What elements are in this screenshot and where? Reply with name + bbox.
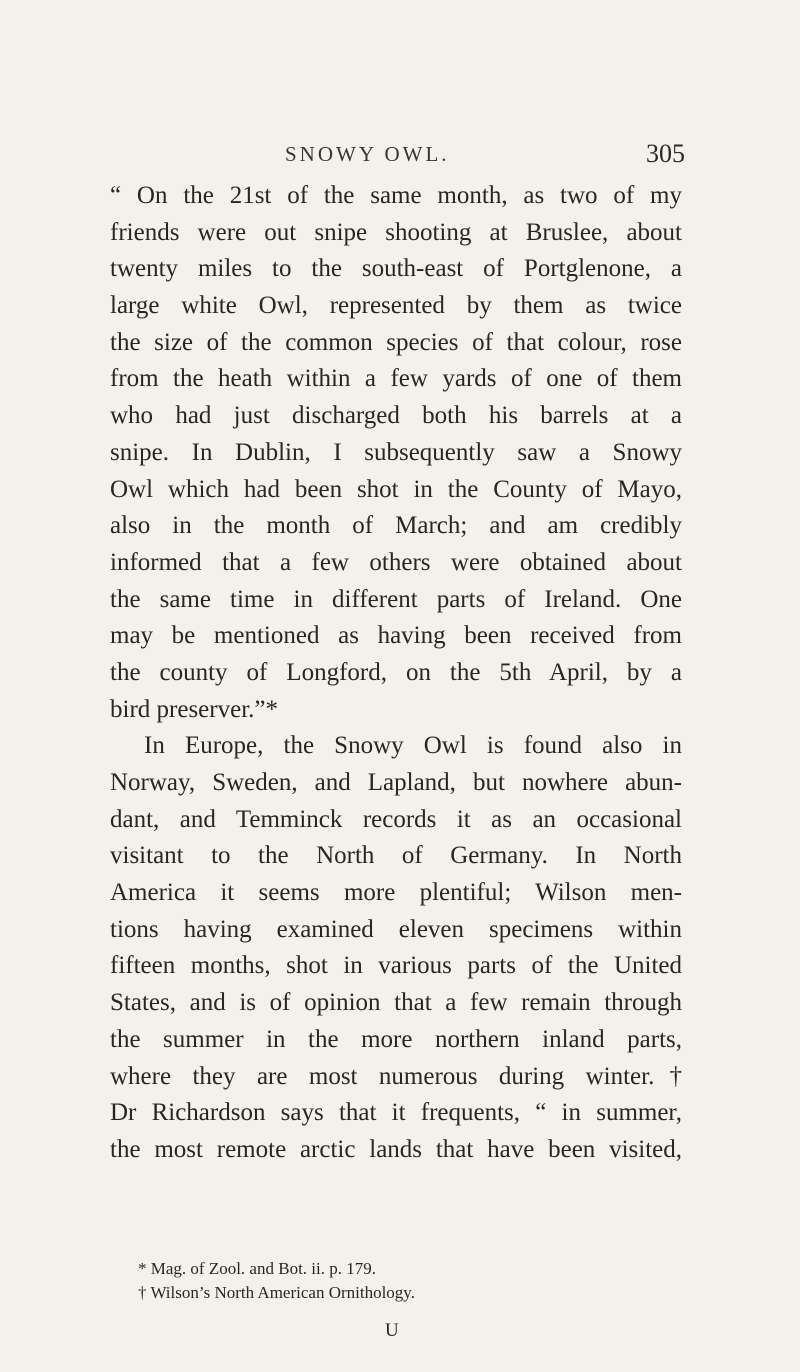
text-line: the summer in the more northern inland parts, [110,1025,682,1053]
text-line: dant, and Temminck records it as an occasional [110,805,682,833]
text-line: also in the month of March; and am credibly [110,512,682,540]
text-line: tions having examined eleven specimens within [110,915,682,943]
text-line: may be mentioned as having been received from [110,622,682,650]
text-line: the size of the common species of that colour, rose [110,328,682,356]
text-line: America it seems more plentiful; Wilson men- [110,879,682,907]
text-line: the same time in different parts of Ireland. One [110,585,682,613]
text-line: twenty miles to the south-east of Portglenone, a [110,255,682,283]
text-line: Dr Richardson says that it frequents, “ in summer, [110,1099,682,1127]
body-text [110,178,682,1169]
text-line: “ On the 21st of the same month, as two of my [110,182,682,209]
text-line: Owl which had been shot in the County of Mayo, [110,475,682,503]
footnotes [110,1257,682,1305]
text-line: the most remote arctic lands that have been visited, [110,1135,682,1163]
text-line: visitant to the North of Germany. In North [110,842,682,870]
text-line: States, and is of opinion that a few remain through [110,989,682,1017]
text-line: fifteen months, shot in various parts of the United [110,952,682,980]
text-line: In Europe, the Snowy Owl is found also in [144,732,682,760]
running-title: SNOWY OWL. [285,142,450,166]
signature-mark: U [385,1320,399,1341]
text-line: Norway, Sweden, and Lapland, but nowhere abun- [110,769,682,796]
footnote: † Wilson’s North American Ornithology. [138,1283,415,1302]
text-line: the county of Longford, on the 5th April, by a [110,658,682,686]
text-line: where they are most numerous during winter.† [110,1062,682,1090]
footnote: * Mag. of Zool. and Bot. ii. p. 179. [138,1259,376,1278]
running-head [115,136,685,172]
text-line: who had just discharged both his barrels at a [110,402,682,430]
text-line: large white Owl, represented by them as twice [110,292,682,320]
text-line: bird preserver.”* [110,695,278,723]
page-number: 305 [646,139,685,168]
text-line: informed that a few others were obtained about [110,548,682,576]
text-line: from the heath within a few yards of one of them [110,365,682,393]
text-line: friends were out snipe shooting at Bruslee, about [110,218,682,246]
text-line: snipe. In Dublin, I subsequently saw a Snowy [110,438,682,466]
